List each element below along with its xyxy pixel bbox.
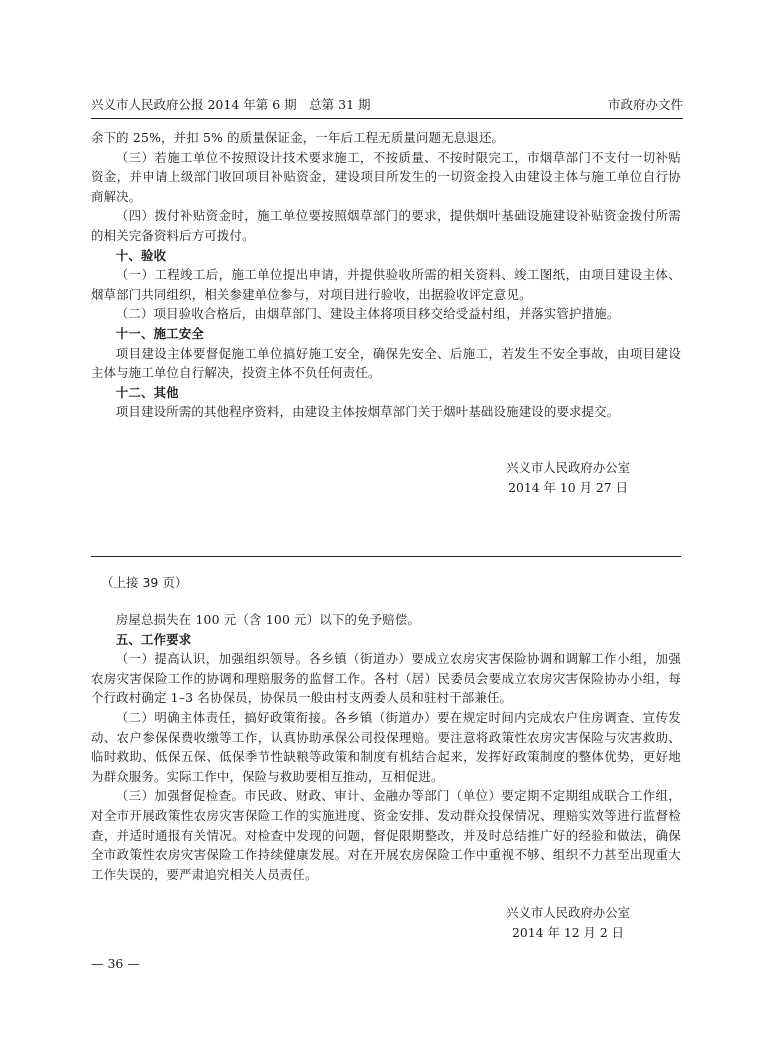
section-heading: 十一、施工安全 — [115, 325, 204, 341]
page-number: — 36 — — [91, 956, 140, 971]
header-publication: 兴义市人民政府公报 2014 年第 6 期 总第 31 期 — [91, 97, 371, 112]
signature-org: 兴义市人民政府办公室 — [506, 905, 630, 920]
paragraph: （一）提高认识，加强组织领导。各乡镇（街道办）要成立农房灾害保险协调和调解工作小组，加强农房灾害保险工作的协调和理赔服务的监督工作。各村（居）民委员会要成立农房灾害保险协办小组，每个行政村确定 1–3 名协保员，协保员一般由村支两委人员和驻村干部兼任。 — [91, 651, 681, 706]
section-heading: 五、工作要求 — [115, 631, 192, 647]
paragraph: （二）明确主体责任，搞好政策衔接。各乡镇（街道办）要在规定时间内完成农户住房调查、宣传发动、农户参保保费收缴等工作，认真协助承保公司投保理赔。要注意将政策性农房灾害保险与灾害救助、临时救助、低保五保、低保季节性缺粮等政策和制度有机结合起来，发挥好政策制度的整体优势，更好地为群众服务。实际工作中，保险与救助要相互推动，互相促进。 — [91, 709, 681, 784]
signature-block — [506, 903, 630, 942]
paragraph: 房屋总损失在 100 元（含 100 元）以下的免予赔偿。 — [115, 612, 421, 627]
signature-date: 2014 年 12 月 2 日 — [512, 924, 625, 940]
paragraph: （三）若施工单位不按照设计技术要求施工，不按质量、不按时限完工，市烟草部门不支付一切补贴资金，并申请上级部门收回项目补贴资金，建设项目所发生的一切资金投入由建设主体与施工单位自行协商解决。 — [91, 149, 681, 204]
section-heading: 十、验收 — [115, 247, 167, 263]
paragraph: （四）拨付补贴资金时，施工单位要按照烟草部门的要求，提供烟叶基础设施建设补贴资金拨付所需的相关完备资料后方可拨付。 — [91, 208, 681, 243]
signature-block — [506, 458, 630, 497]
signature-org: 兴义市人民政府办公室 — [506, 460, 630, 475]
signature-date: 2014 年 10 月 27 日 — [508, 479, 629, 495]
section-heading: 十二、其他 — [115, 384, 179, 400]
page-header — [91, 96, 683, 119]
paragraph: （一）工程竣工后，施工单位提出申请，并提供验收所需的相关资料、竣工图纸，由项目建设主体、烟草部门共同组织，相关参建单位参与，对项目进行验收，出据验收评定意见。 — [91, 267, 681, 302]
paragraph: 余下的 25%，并扣 5% 的质量保证金，一年后工程无质量问题无息退还。 — [91, 130, 505, 145]
paragraph: 项目建设主体要督促施工单位搞好施工安全，确保先安全、后施工，若发生不安全事故，由项目建设主体与施工单位自行解决，投资主体不负任何责任。 — [91, 345, 681, 381]
paragraph: 项目建设所需的其他程序资料，由建设主体按烟草部门关于烟叶基础设施建设的要求提交。 — [115, 404, 620, 420]
paragraph: （二）项目验收合格后，由烟草部门、建设主体将项目移交给受益村组，并落实管护措施。 — [115, 306, 620, 322]
continued-from-label: （上接 39 页） — [101, 575, 188, 590]
bottom-section — [91, 610, 681, 884]
top-section — [91, 128, 681, 422]
paragraph: （三）加强督促检查。市民政、财政、审计、金融办等部门（单位）要定期不定期组成联合工作组，对全市开展政策性农房灾害保险工作的实施进度、资金安排、发动群众投保情况、理赔实效等进行监督检查，并适时通报有关情况。对检查中发现的问题，督促限期整改，并及时总结推广好的经验和做法，确保全市政策性农房灾害保险工作持续健康发展。对在开展农房保险工作中重视不够、组织不力甚至出现重大工作失误的，要严肃追究相关人员责任。 — [91, 788, 681, 882]
section-divider — [91, 556, 681, 557]
header-section: 市政府办文件 — [607, 97, 683, 112]
